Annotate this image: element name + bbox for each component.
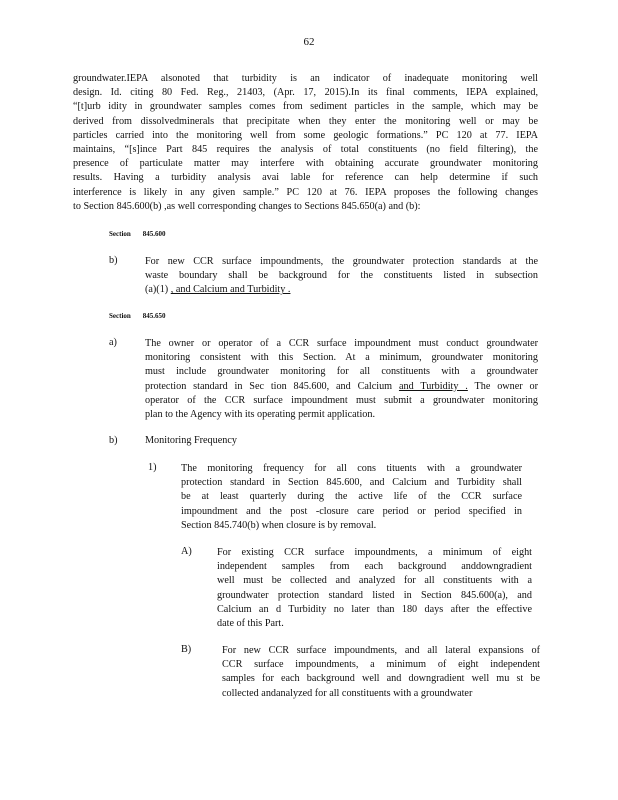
text-line: For new CCR surface impoundments, and all lateral expansions of [222,645,540,656]
section-845-600-b-text [145,255,538,298]
text-line: Section 845.740(b) when closure is by removal. [181,519,377,531]
text-line: must include groundwater monitoring for all constituents with a groundwater [145,366,538,378]
item-label: a) [109,337,117,348]
text-fragment: The owner or [467,380,538,392]
text-line: well must be collected and analyzed for all constituents with a [217,575,532,587]
text-line: groundwater.IEPA alsonoted that turbidity is an indicator of inadequate monitoring well [73,73,538,84]
text-line: plan to the Agency with its operating permit application. [145,409,376,421]
text-line: monitoring consistent with this Section. At a minimum, groundwater monitoring [145,352,538,364]
text-line: design. Id. citing 80 Fed. Reg., 21403, (Apr. 17, 2015).In its final comments, IEPA explained, [73,87,538,99]
text-line: impoundment and the post -closure care period or period specified in [181,505,522,517]
page-number: 62 [303,36,315,48]
text-line: be at least quarterly during the active life of the CCR surface [181,491,522,503]
text-line: operator of the CCR surface impoundment must submit a groundwater monitoring [145,394,538,406]
text-line: The monitoring frequency for all cons tituents with a groundwater [181,463,522,474]
section-heading-845-600 [109,230,178,238]
text-fragment: (a)(1) [145,284,171,296]
text-line: collected andanalyzed for all constituents with a groundwater [222,687,473,699]
item-label: B) [181,644,192,655]
text-line: samples for each background well and downgradient well mu st be [222,673,540,685]
section-number: 845.600 [142,230,166,238]
text-line: protection standard in Section 845.600, and Calcium and Turbidity shall [181,477,522,489]
inserted-text: , and Calcium and Turbidity . [170,284,291,296]
text-line [145,283,538,297]
text-line: results. Having a turbidity analysis avai lable for reference can help determine if such [73,172,538,184]
section-845-650-b-1-A-text [217,546,532,631]
inserted-text: and Turbidity . [398,380,468,392]
text-line: presence of particulate matter may interfere with obtaining accurate groundwater monitoring [73,158,538,170]
text-line: CCR surface impoundments, a minimum of eight independent [222,659,540,671]
text-line: “[t]urb idity in groundwater samples comes from sediment particles in the sample, which may be [73,101,538,113]
section-number: 845.650 [142,312,166,320]
section-845-650-b-1-B-text [222,644,540,701]
section-845-650-a-text [145,337,538,422]
text-line: independent samples from each background anddowngradient [217,561,532,573]
text-line: date of this Part. [217,618,284,630]
text-line: For existing CCR surface impoundments, a minimum of eight [217,547,532,558]
item-label: b) [109,435,118,446]
text-fragment: protection standard in Sec tion 845.600, and Calcium [145,380,399,392]
item-label: 1) [148,462,157,473]
text-line: derived from dissolvedminerals that precipitate when they enter the monitoring well or may be [73,115,538,127]
text-line: to Section 845.600(b) ,as well corresponding changes to Sections 845.650(a) and (b): [73,200,421,212]
text-line: waste boundary shall be background for the constituents listed in subsection [145,270,538,282]
text-line [145,380,538,394]
section-word: Section [109,230,131,238]
text-line: groundwater protection standard listed in Section 845.600(a), and [217,589,532,601]
text-line: For new CCR surface impoundments, the groundwater protection standards at the [145,256,538,267]
monitoring-frequency-heading: Monitoring Frequency [145,435,237,446]
text-line: interference is likely in any given sample.” PC 120 at 76. IEPA proposes the following changes [73,186,538,198]
section-word: Section [109,312,131,320]
intro-paragraph [73,72,538,214]
text-line: particles carried into the monitoring well from some geologic formations.” PC 120 at 77. IEPA [73,129,538,141]
section-heading-845-650 [109,312,178,320]
item-label: A) [181,546,192,557]
section-845-650-b-1-text [181,462,522,533]
item-label: b) [109,255,118,266]
text-line: maintains, “[s]ince Part 845 requires the analysis of total constituents (no field filtering), the [73,144,538,156]
text-line: Calcium an d Turbidity no later than 180 days after the effective [217,603,532,615]
text-line: The owner or operator of a CCR surface impoundment must conduct groundwater [145,338,538,349]
